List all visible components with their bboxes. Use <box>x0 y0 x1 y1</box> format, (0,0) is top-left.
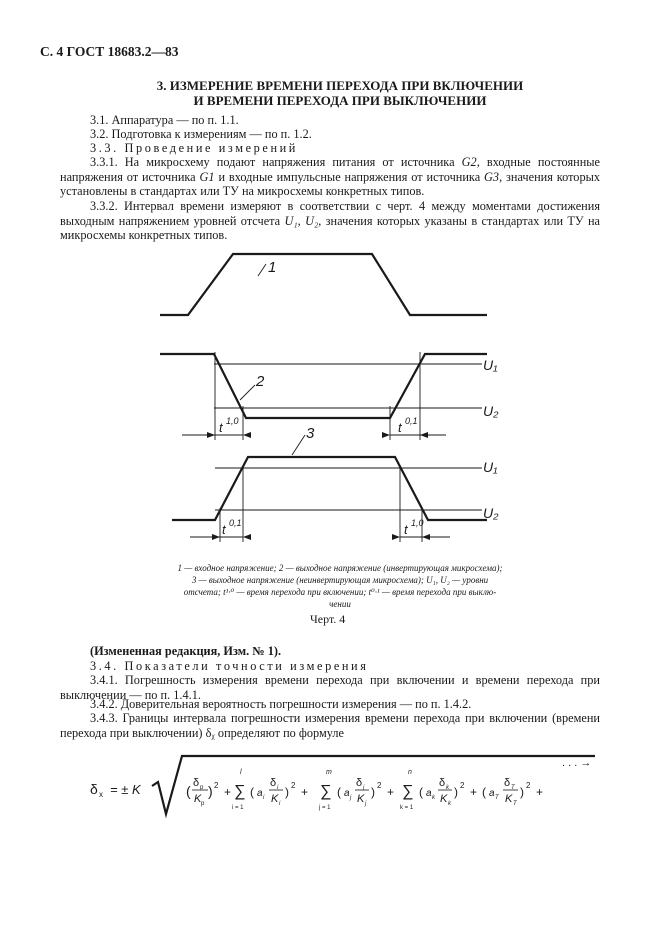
para-3-4-1: 3.4.1. Погрешность измерения времени перехода при включении и времени перехода при выключении — по п. 1.4.1. <box>60 673 600 702</box>
i-sub-a: i <box>263 795 265 801</box>
t4-den: K <box>440 793 448 805</box>
term2-close: ) <box>285 785 289 799</box>
sum3: ∑ <box>402 783 414 800</box>
plus-5: + <box>536 785 544 799</box>
para-3-3-1-b: входные постоянные напряжения от источника <box>60 155 600 184</box>
arrow-head-5 <box>212 534 220 540</box>
t-sup-4: 1,0 <box>411 518 424 528</box>
source-g2: G2, <box>461 155 480 169</box>
t1-num: δ <box>193 777 200 789</box>
t2-den: K <box>271 793 279 805</box>
edited-note: (Измененная редакция, Изм. № 1). <box>90 644 282 658</box>
section-title-line2: И ВРЕМЕНИ ПЕРЕХОДА ПРИ ВЫКЛЮЧЕНИИ <box>193 93 487 108</box>
k-sub-a: k <box>432 795 435 801</box>
t1-num-sub: p <box>200 785 204 791</box>
a-k: a <box>426 788 432 799</box>
t-label-4: t <box>404 522 408 537</box>
t3-num: δ <box>356 777 363 789</box>
j-sub-a: j <box>350 795 352 801</box>
para-3-4: 3.4. Показатели точности измерения <box>90 659 369 673</box>
t-sup-2: 0,1 <box>405 416 418 426</box>
t-label-1: t <box>219 420 223 435</box>
figure-label: Черт. 4 <box>310 612 346 626</box>
sq-4: 2 <box>460 781 465 790</box>
arrow-head-4 <box>420 432 428 438</box>
sum3-bot: k = 1 <box>400 805 414 811</box>
t-sub-a: T <box>495 795 499 801</box>
para-3-3-1-d: значения которых установлены в стандартах или ТУ на микросхемы конкретных типов. <box>60 169 601 198</box>
sq-1: 2 <box>214 781 219 790</box>
t4-den-sub: k <box>448 801 451 807</box>
caption-line1: 1 — входное напряжение; 2 — выходное напряжение (инвертирующая микросхема); <box>177 563 503 573</box>
arrow-head-6 <box>243 534 251 540</box>
t4-num-sub: k <box>446 785 449 791</box>
t2-den-sub: i <box>279 801 281 807</box>
error-formula <box>90 752 620 824</box>
page-header: С. 4 ГОСТ 18683.2—83 <box>40 44 179 59</box>
a-t: a <box>489 788 495 799</box>
caption-line2: 3 — выходное напряжение (неинвертирующая микросхема); U₁, U₂ — уровни <box>191 575 489 585</box>
para-3-3-1 <box>60 155 600 199</box>
a-i: a <box>257 788 263 799</box>
formula-eq: = ± K <box>110 782 141 797</box>
label-3: 3 <box>306 425 315 442</box>
input-pulse-waveform <box>160 254 487 315</box>
u2-label-b: U₂ <box>483 505 499 521</box>
arrow-head-2 <box>243 432 251 438</box>
para-3-2: 3.2. Подготовка к измерениям — по п. 1.2. <box>90 127 312 141</box>
para-3-1: 3.1. Аппаратура — по п. 1.1. <box>90 113 239 127</box>
t3-num-sub: j <box>363 785 365 791</box>
formula-lhs: δ <box>90 781 98 797</box>
paren-2: ) <box>208 783 213 799</box>
arrow-head-1 <box>207 432 215 438</box>
noninverted-output-waveform <box>172 457 487 520</box>
plus-2: + <box>301 785 309 799</box>
term4-open: ( <box>419 785 423 799</box>
t3-den: K <box>357 793 365 805</box>
sum2-bot: j = 1 <box>319 805 331 811</box>
continuation-dots: . . . → <box>562 757 592 769</box>
t1-den-sub: p <box>201 801 205 807</box>
sum1-top: l <box>240 769 242 776</box>
arrow-head-8 <box>422 534 430 540</box>
sum1: ∑ <box>234 783 246 800</box>
term4-close: ) <box>454 785 458 799</box>
para-3-3-1-a: 3.3.1. На микросхему подают напряжения питания от источника <box>90 155 455 169</box>
para-3-3: 3.3. Проведение измерений <box>90 141 298 155</box>
t5-num: δ <box>504 777 511 789</box>
plus-3: + <box>387 785 395 799</box>
caption-line3: отсчета; t¹·⁰ — время перехода при включении; t⁰·¹ — время перехода при выклю- <box>183 587 497 597</box>
t3-den-sub: j <box>365 801 367 807</box>
levels-u1-u2: U₁, U₂, <box>284 213 322 228</box>
sq-5: 2 <box>526 781 531 790</box>
label-1: 1 <box>268 259 277 276</box>
t5-den-sub: T <box>513 801 517 807</box>
caption-line4: чении <box>329 599 351 609</box>
sum1-bot: i = 1 <box>232 805 244 811</box>
para-3-4-2: 3.4.2. Доверительная вероятность погрешности измерения — по п. 1.4.2. <box>90 697 472 711</box>
label-2: 2 <box>256 373 265 390</box>
term3-open: ( <box>337 785 341 799</box>
t2-num: δ <box>270 777 277 789</box>
leader-1 <box>258 264 266 276</box>
sum2-top: m <box>326 769 332 776</box>
term2-open: ( <box>250 785 254 799</box>
section-title-line1: 3. ИЗМЕРЕНИЕ ВРЕМЕНИ ПЕРЕХОДА ПРИ ВКЛЮЧЕНИИ <box>156 78 524 93</box>
a-j: a <box>344 788 350 799</box>
formula-lhs-sub: x <box>99 790 103 799</box>
t-sup-3: 0,1 <box>229 518 242 528</box>
term5-open: ( <box>482 785 486 799</box>
u1-label-a: U₁ <box>483 357 498 373</box>
para-3-3-1-c: и входные импульсные напряжения от источника <box>218 169 481 184</box>
t4-num: δ <box>439 777 446 789</box>
para-3-3-2 <box>60 199 600 243</box>
source-g1: G1 <box>199 169 215 184</box>
sq-2: 2 <box>291 781 296 790</box>
t5-den: K <box>505 793 513 805</box>
sum2: ∑ <box>320 783 332 800</box>
paren-1: ( <box>186 783 191 799</box>
sq-3: 2 <box>377 781 382 790</box>
t5-num-sub: T <box>511 785 515 791</box>
para-3-3-2-a: 3.3.2. Интервал времени измеряют в соответствии с черт. 4 между моментами достижения выходным напряжением уровней отсчета <box>60 199 600 228</box>
t1-den: K <box>194 793 202 805</box>
plus-4: + <box>470 785 478 799</box>
arrow-head-3 <box>382 432 390 438</box>
u2-label-a: U₂ <box>483 403 499 419</box>
t-label-3: t <box>222 522 226 537</box>
source-g3: G3, <box>484 169 503 184</box>
leader-3 <box>292 435 305 455</box>
arrow-head-7 <box>392 534 400 540</box>
u1-label-b: U₁ <box>483 459 498 475</box>
t2-num-sub: i <box>277 785 279 791</box>
term5-close: ) <box>520 785 524 799</box>
leader-2 <box>240 385 255 400</box>
para-3-3-2-b: значения которых указаны в стандартах или ТУ на микросхемы конкретных типов. <box>60 213 600 242</box>
para-3-4-3: 3.4.3. Границы интервала погрешности измерения времени перехода при включении (времени перехода при выключении) δᵪ определяют по формуле <box>60 711 600 740</box>
t-sup-1: 1,0 <box>226 416 239 426</box>
sum3-top: n <box>408 769 412 776</box>
term3-close: ) <box>371 785 375 799</box>
t-label-2: t <box>398 420 402 435</box>
plus-1: + <box>224 785 232 799</box>
timing-diagram <box>0 240 661 560</box>
